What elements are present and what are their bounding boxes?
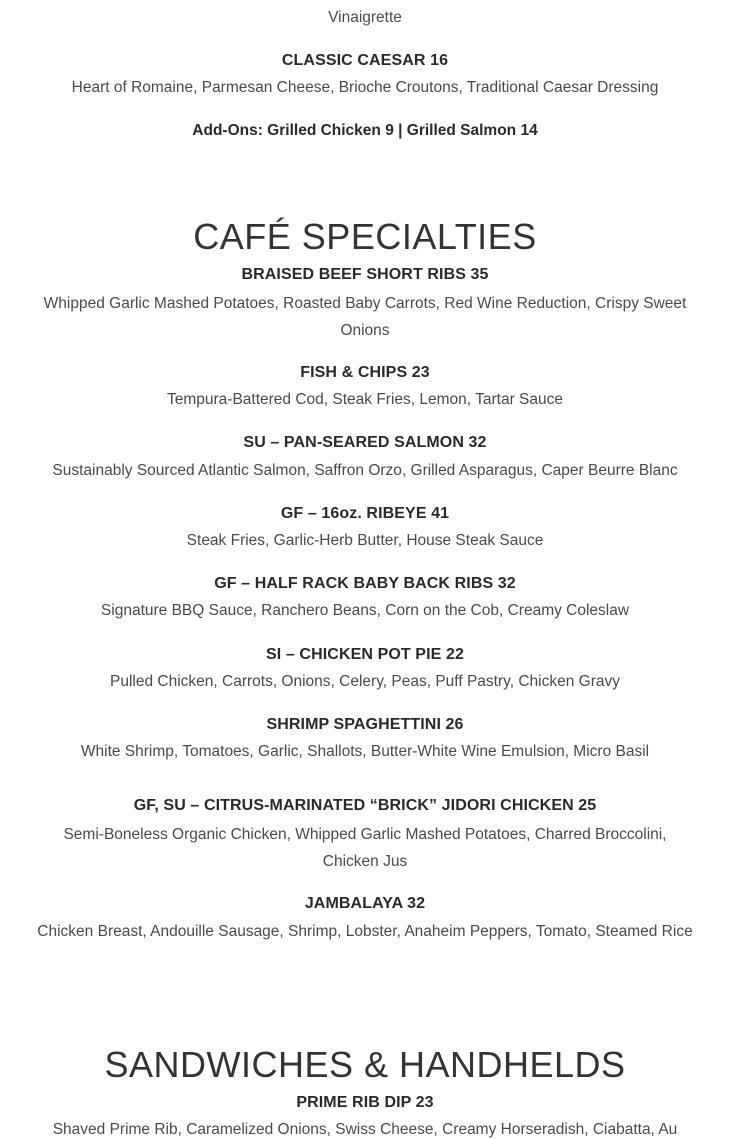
dish-name: GF – HALF RACK BABY BACK RIBS 32 [214,575,516,592]
salad-desc-tail: Vinaigrette [328,9,402,26]
dish-name: SI – CHICKEN POT PIE 22 [266,646,464,663]
dish-name-caesar: CLASSIC CAESAR 16 [281,52,449,69]
dish-desc: White Shrimp, Tomatoes, Garlic, Shallots, Butter-White Wine Emulsion, Micro Basil [80,743,650,760]
dish-desc: Whipped Garlic Mashed Potatoes, Roasted Baby Carrots, Red Wine Reduction, Crispy Sweet Onions [43,295,687,339]
dish-name: SHRIMP SPAGHETTINI 26 [266,716,464,733]
section-title-cafe-specialties: CAFÉ SPECIALTIES [193,216,537,257]
dish-name: SU – PAN-SEARED SALMON 32 [243,434,487,451]
dish-name: PRIME RIB DIP 23 [296,1094,434,1111]
dish-name: JAMBALAYA 32 [304,895,426,912]
dish-desc: Sustainably Sourced Atlantic Salmon, Saffron Orzo, Grilled Asparagus, Caper Beurre Blanc [52,462,678,479]
cut-off-text [0,0,730,2]
dish-desc-caesar: Heart of Romaine, Parmesan Cheese, Brioche Croutons, Traditional Caesar Dressing [71,79,659,96]
dish-desc: Pulled Chicken, Carrots, Onions, Celery, Peas, Puff Pastry, Chicken Gravy [110,673,620,690]
dish-desc: Chicken Breast, Andouille Sausage, Shrimp, Lobster, Anaheim Peppers, Tomato, Steamed Rice [37,923,693,940]
dish-desc: Shaved Prime Rib, Caramelized Onions, Swiss Cheese, Creamy Horseradish, Ciabatta, Au [52,1121,678,1138]
dish-name: BRAISED BEEF SHORT RIBS 35 [241,266,489,283]
dish-desc: Steak Fries, Garlic-Herb Butter, House Steak Sauce [186,532,544,549]
section-title-sandwiches: SANDWICHES & HANDHELDS [104,1044,626,1085]
dish-desc: Semi-Boneless Organic Chicken, Whipped Garlic Mashed Potatoes, Charred Broccolini, Chicken Jus [63,826,667,870]
addons-line: Add-Ons: Grilled Chicken 9 | Grilled Salmon 14 [192,122,538,139]
dish-desc: Signature BBQ Sauce, Ranchero Beans, Corn on the Cob, Creamy Coleslaw [100,602,630,619]
dish-name: GF, SU – CITRUS-MARINATED “BRICK” JIDORI CHICKEN 25 [133,797,597,814]
dish-name: FISH & CHIPS 23 [300,364,430,381]
dish-name: GF – 16oz. RIBEYE 41 [280,505,450,522]
dish-desc: Tempura-Battered Cod, Steak Fries, Lemon, Tartar Sauce [166,391,563,408]
